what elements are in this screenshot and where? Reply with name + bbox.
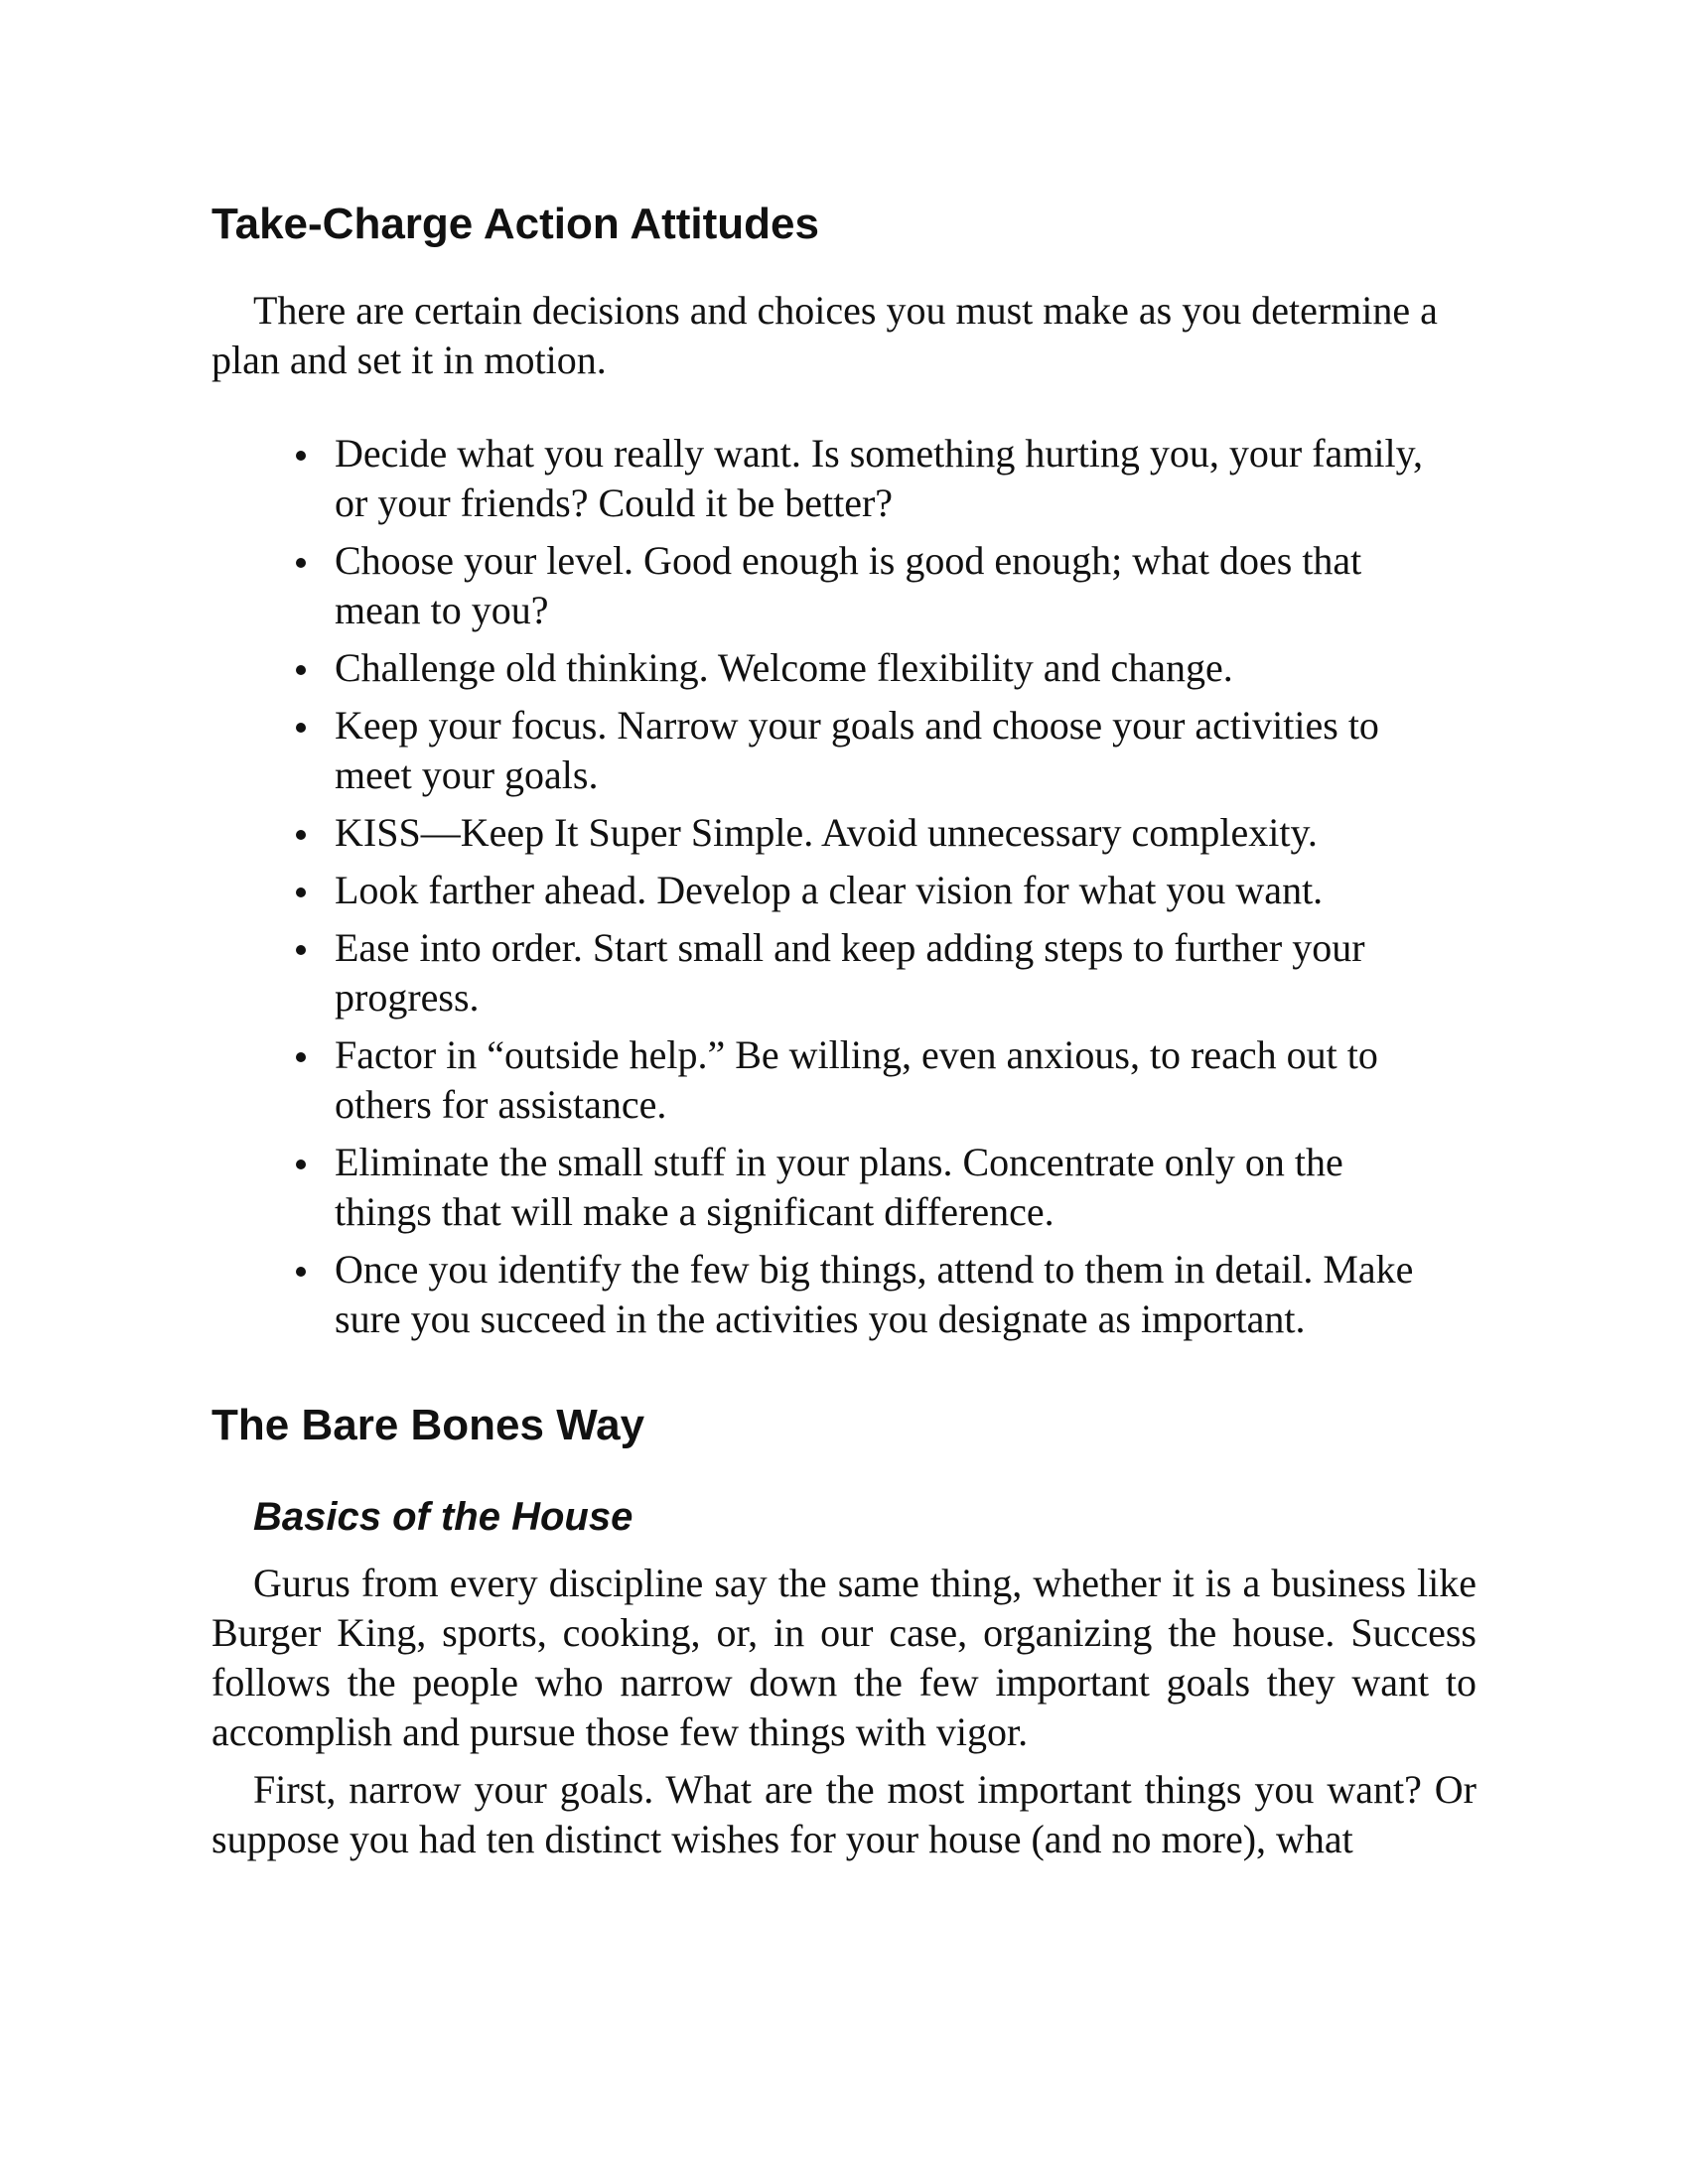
intro-paragraph: There are certain decisions and choices you must make as you determine a plan and set it in motion.	[211, 288, 1438, 382]
list-item: Choose your level. Good enough is good enough; what does that mean to you?	[335, 536, 1477, 635]
bullet-icon	[296, 830, 306, 840]
list-item: Once you identify the few big things, attend to them in detail. Make sure you succeed in the activities you designate as important.	[335, 1245, 1477, 1344]
body-paragraph: Gurus from every discipline say the same thing, whether it is a business like Burger King, sports, cooking, or, in our case, organizing the house. Success follows the people who narrow down the few important goals they want to accomplish and pursue those few things with vigor.	[211, 1561, 1477, 1754]
subsection-heading: Basics of the House	[253, 1495, 633, 1539]
section-heading: Take-Charge Action Attitudes	[211, 200, 819, 248]
list-item: Ease into order. Start small and keep adding steps to further your progress.	[335, 923, 1477, 1023]
bullet-icon	[296, 723, 306, 733]
bullet-icon	[296, 945, 306, 955]
bullet-icon	[296, 1160, 306, 1169]
document-page	[211, 195, 1477, 1864]
list-item: Eliminate the small stuff in your plans. Concentrate only on the things that will make a significant difference.	[335, 1138, 1477, 1237]
list-item: Look farther ahead. Develop a clear vision for what you want.	[335, 866, 1477, 915]
list-item: Keep your focus. Narrow your goals and choose your activities to meet your goals.	[335, 701, 1477, 800]
bullet-icon	[296, 1052, 306, 1062]
list-item: Decide what you really want. Is something hurting you, your family, or your friends? Could it be better?	[335, 429, 1477, 528]
bullet-icon	[296, 451, 306, 461]
bullet-icon	[296, 887, 306, 897]
section-heading: The Bare Bones Way	[211, 1401, 645, 1449]
bullet-icon	[296, 665, 306, 675]
bullet-icon	[296, 558, 306, 568]
list-item: KISS—Keep It Super Simple. Avoid unnecessary complexity.	[335, 808, 1477, 858]
body-paragraph: First, narrow your goals. What are the most important things you want? Or suppose you had ten distinct wishes for your house (and no more), what	[211, 1767, 1477, 1861]
list-item: Factor in “outside help.” Be willing, even anxious, to reach out to others for assistance.	[335, 1030, 1477, 1130]
action-attitudes-list	[211, 429, 1477, 1344]
bullet-icon	[296, 1267, 306, 1277]
list-item: Challenge old thinking. Welcome flexibility and change.	[335, 643, 1477, 693]
